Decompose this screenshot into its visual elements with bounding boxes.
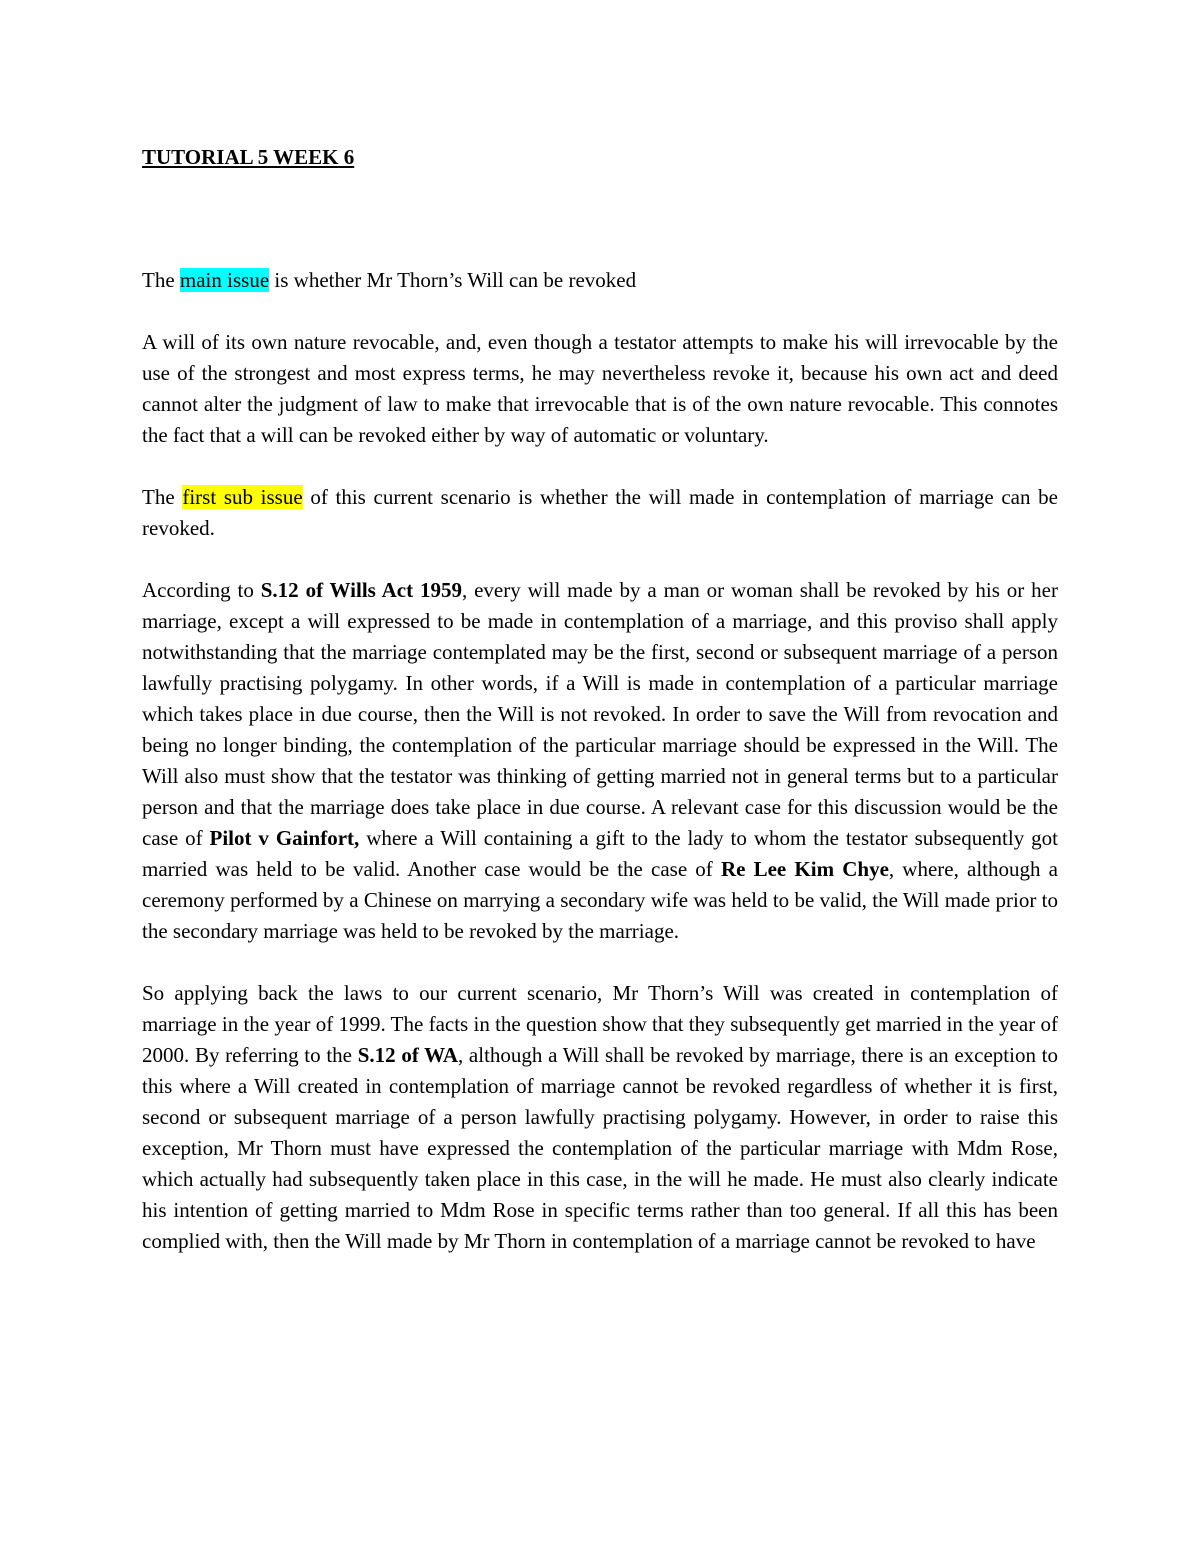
highlight-main-issue: main issue xyxy=(179,268,270,292)
application-paragraph xyxy=(142,978,1058,1257)
document-title: TUTORIAL 5 WEEK 6 xyxy=(142,145,355,169)
paragraph-gap xyxy=(142,296,1058,327)
text-run: According to xyxy=(142,578,261,602)
text-run: The xyxy=(142,485,183,509)
text-run: , although a Will shall be revoked by marriage, there is an exception to this where a Will created in contemplation of marriage cannot be revoked regardless of whether it is first, second or subsequent marriage of a person lawfully practising polygamy. However, in order to raise this exception, Mr Thorn must have expressed the contemplation of the particular marriage with Mdm Rose, which actually had subsequently taken place in this case, in the will he made. He must also clearly indicate his intention of getting married to Mdm Rose in specific terms rather than too general. If all this has been complied with, then the Will made by Mr Thorn in contemplation of a marriage cannot be revoked to have xyxy=(142,1043,1058,1253)
statute-reference: S.12 of Wills Act 1959 xyxy=(260,578,462,602)
first-sub-issue-paragraph xyxy=(142,482,1058,544)
text-run: So applying back the laws to our current scenario, Mr Thorn’s Will was created in contemplation of marriage in the year of 1999. The facts in the question show that they subsequently get married in the year of 2000. By referring to the xyxy=(142,981,1058,1067)
case-reference-pilot: Pilot v Gainfort, xyxy=(209,826,360,850)
case-reference-re-lee: Re Lee Kim Chye xyxy=(720,857,889,881)
text-run: is whether Mr Thorn’s Will can be revoked xyxy=(269,268,637,292)
text-run: , every will made by a man or woman shall be revoked by his or her marriage, except a will expressed to be made in contemplation of a marriage, and this proviso shall apply notwithstanding that the marriage contemplated may be the first, second or subsequent marriage of a person lawfully practising polygamy. In other words, if a Will is made in contemplation of a particular marriage which takes place in due course, then the Will is not revoked. In order to save the Will from revocation and being no longer binding, the contemplation of the particular marriage should be expressed in the Will. The Will also must show that the testator was thinking of getting married not in general terms but to a particular person and that the marriage does take place in due course. A relevant case for this discussion would be the case of xyxy=(142,578,1058,850)
text-run: , where, although a ceremony performed by a Chinese on marrying a secondary wife was held to be valid, the Will made prior to the secondary marriage was held to be revoked by the marriage. xyxy=(142,857,1058,943)
paragraph-gap xyxy=(142,947,1058,978)
text-run: The xyxy=(142,268,180,292)
main-issue-paragraph xyxy=(142,265,1058,296)
wills-act-paragraph xyxy=(142,575,1058,947)
text-run: where a Will containing a gift to the lady to whom the testator subsequently got married was held to be valid. Another case would be the case of xyxy=(142,826,1058,881)
document-body xyxy=(142,265,1058,1257)
statute-reference-wa: S.12 of WA xyxy=(357,1043,458,1067)
paragraph-gap xyxy=(142,544,1058,575)
text-run: of this current scenario is whether the will made in contemplation of marriage can be revoked. xyxy=(142,485,1058,540)
revocability-paragraph: A will of its own nature revocable, and, even though a testator attempts to make his will irrevocable by the use of the strongest and most express terms, he may nevertheless revoke it, because his own act and deed cannot alter the judgment of law to make that irrevocable that is of the own nature revocable. This connotes the fact that a will can be revoked either by way of automatic or voluntary. xyxy=(142,330,1058,447)
highlight-first-sub-issue: first sub issue xyxy=(182,485,303,509)
paragraph-gap xyxy=(142,451,1058,482)
